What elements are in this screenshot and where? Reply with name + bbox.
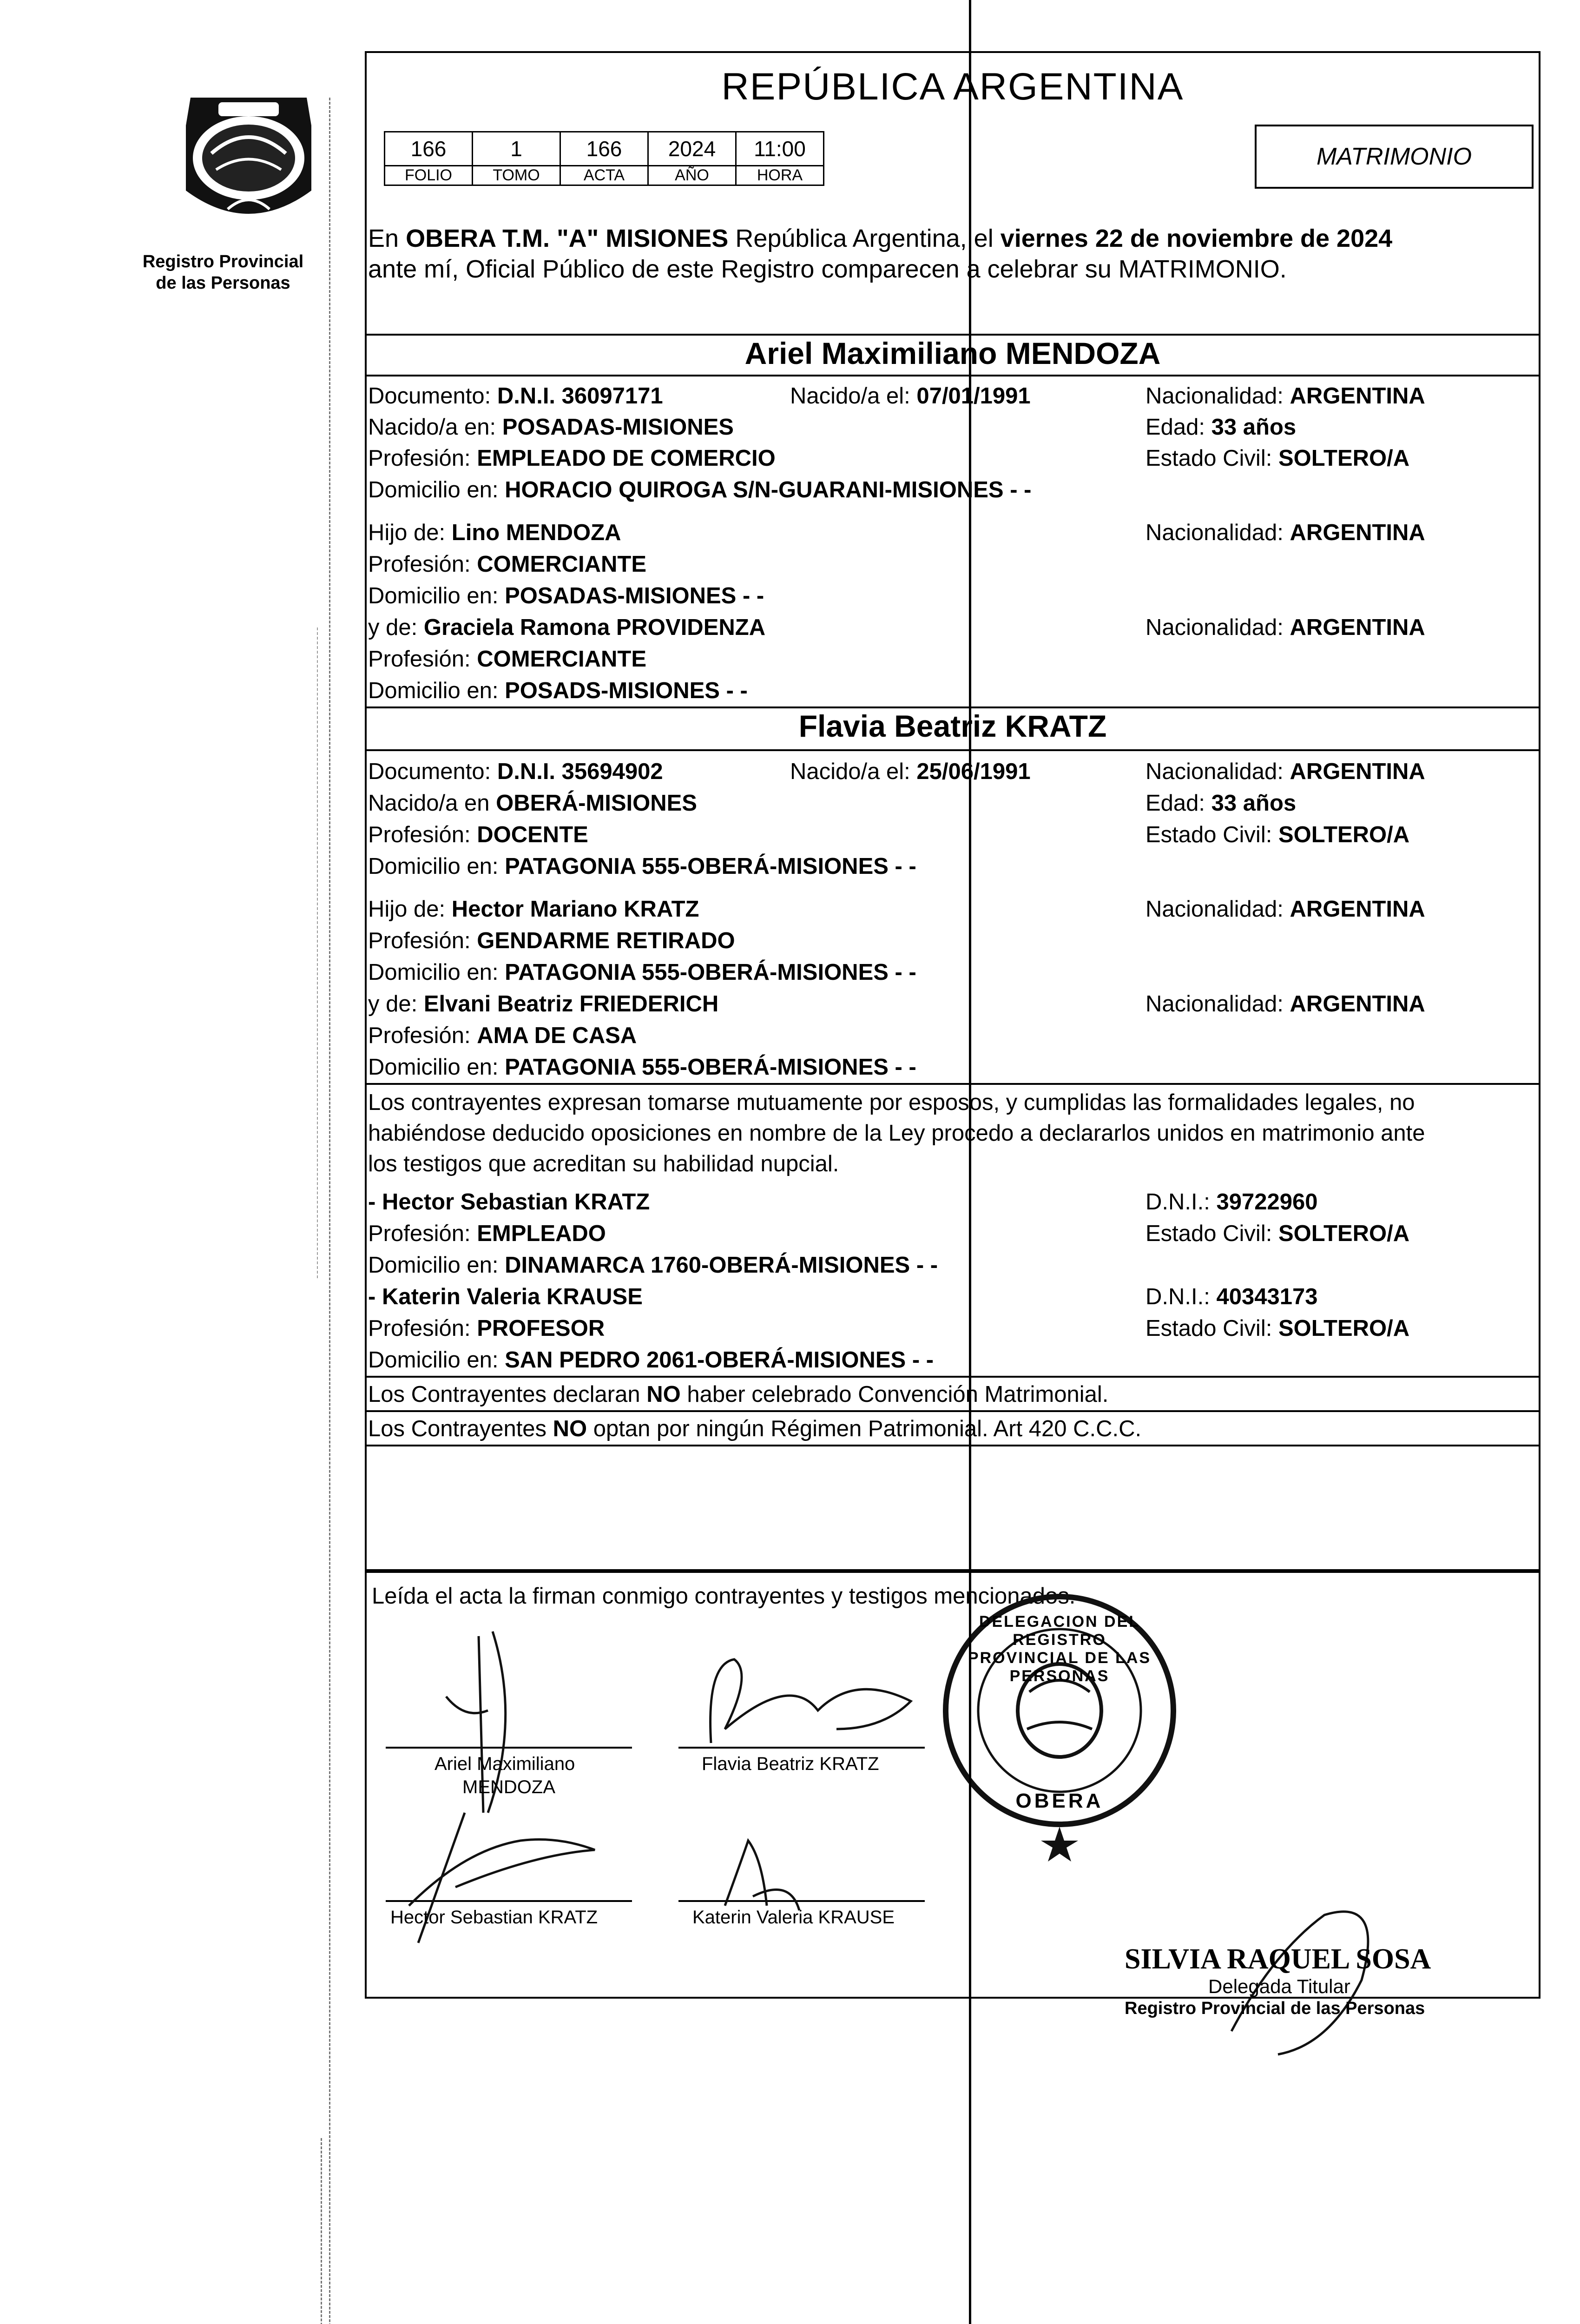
spouse1-mother-nationality: Nacionalidad: ARGENTINA bbox=[1146, 615, 1425, 640]
spouse2-birthdate: Nacido/a el: 25/06/1991 bbox=[790, 759, 1031, 784]
ano-value: 2024 bbox=[648, 132, 736, 166]
sig3-caption: Hector Sebastian KRATZ bbox=[390, 1907, 598, 1928]
spouse1-mother-address: Domicilio en: POSADS-MISIONES - - bbox=[368, 678, 748, 703]
officer-title: Delegada Titular bbox=[1208, 1975, 1350, 1997]
spouse2-name: Flavia Beatriz KRATZ bbox=[798, 709, 1107, 743]
spouse1-birthdate: Nacido/a el: 07/01/1991 bbox=[790, 383, 1031, 409]
spouse2-profession: Profesión: DOCENTE bbox=[368, 822, 588, 847]
spouse1-document: Documento: D.N.I. 36097171 bbox=[368, 383, 663, 409]
spouse2-mother-address: Domicilio en: PATAGONIA 555-OBERÁ-MISIONES - - bbox=[368, 1055, 916, 1080]
spouse1-address: Domicilio en: HORACIO QUIROGA S/N-GUARANI-MISIONES - - bbox=[368, 477, 1032, 502]
spouse2-birthplace: Nacido/a en OBERÁ-MISIONES bbox=[368, 791, 697, 816]
witness2-address: Domicilio en: SAN PEDRO 2061-OBERÁ-MISIONES - - bbox=[368, 1347, 934, 1373]
document-type-box: MATRIMONIO bbox=[1255, 125, 1534, 189]
spouse1-birthplace: Nacido/a en: POSADAS-MISIONES bbox=[368, 415, 734, 440]
declaration-line-2: habiéndose deducido oposiciones en nombre de la Ley procedo a declararlos unidos en matrimonio ante bbox=[368, 1121, 1425, 1146]
folio-value: 166 bbox=[385, 132, 473, 166]
witness1-civil-status: Estado Civil: SOLTERO/A bbox=[1146, 1221, 1410, 1246]
spouse1-father-profession: Profesión: COMERCIANTE bbox=[368, 552, 647, 577]
spouse1-age: Edad: 33 años bbox=[1146, 415, 1297, 440]
spouse2-father-profession: Profesión: GENDARME RETIRADO bbox=[368, 928, 735, 953]
spouse1-civil-status: Estado Civil: SOLTERO/A bbox=[1146, 446, 1410, 471]
officer-org: Registro Provincial de las Personas bbox=[1125, 1999, 1425, 2018]
hora-label: HORA bbox=[736, 166, 824, 185]
tomo-value: 1 bbox=[473, 132, 560, 166]
spouse1-father: Hijo de: Lino MENDOZA bbox=[368, 520, 621, 545]
witness2-profession: Profesión: PROFESOR bbox=[368, 1316, 605, 1341]
sig4-caption: Katerin Valeria KRAUSE bbox=[692, 1907, 895, 1928]
stamp-city: OBERA bbox=[1015, 1789, 1104, 1812]
witness1-dni: D.N.I.: 39722960 bbox=[1146, 1189, 1318, 1215]
spouse2-civil-status: Estado Civil: SOLTERO/A bbox=[1146, 822, 1410, 847]
spouse2-mother: y de: Elvani Beatriz FRIEDERICH bbox=[368, 991, 719, 1017]
ano-label: AÑO bbox=[648, 166, 736, 185]
spouse1-father-nationality: Nacionalidad: ARGENTINA bbox=[1146, 520, 1425, 545]
officer-name: SILVIA RAQUEL SOSA bbox=[1125, 1943, 1431, 1975]
spouse2-father-address: Domicilio en: PATAGONIA 555-OBERÁ-MISIONES - - bbox=[368, 960, 916, 985]
witness2-civil-status: Estado Civil: SOLTERO/A bbox=[1146, 1316, 1410, 1341]
country-title: REPÚBLICA ARGENTINA bbox=[721, 66, 1184, 108]
spouse1-name: Ariel Maximiliano MENDOZA bbox=[744, 336, 1161, 370]
note-regime: Los Contrayentes NO optan por ningún Régimen Patrimonial. Art 420 C.C.C. bbox=[368, 1416, 1142, 1441]
spouse1-father-address: Domicilio en: POSADAS-MISIONES - - bbox=[368, 583, 764, 608]
stamp-text: DELEGACION DEL REGISTRO PROVINCIAL DE LAS PERSONAS bbox=[968, 1613, 1152, 1685]
spouse1-mother: y de: Graciela Ramona PROVIDENZA bbox=[368, 615, 766, 640]
note-convention: Los Contrayentes declaran NO haber celebrado Convención Matrimonial. bbox=[368, 1382, 1109, 1407]
intro-line-1: En OBERA T.M. "A" MISIONES República Argentina, el viernes 22 de noviembre de 2024 bbox=[368, 224, 1393, 252]
spouse2-mother-profession: Profesión: AMA DE CASA bbox=[368, 1023, 637, 1048]
spouse2-age: Edad: 33 años bbox=[1146, 791, 1297, 816]
witness2-name: - Katerin Valeria KRAUSE bbox=[368, 1284, 643, 1309]
sig2-caption: Flavia Beatriz KRATZ bbox=[702, 1754, 879, 1774]
declaration-line-1: Los contrayentes expresan tomarse mutuamente por esposos, y cumplidas las formalidades legales, no bbox=[368, 1090, 1415, 1115]
sig1-caption: Ariel Maximiliano MENDOZA bbox=[434, 1754, 575, 1797]
witness1-name: - Hector Sebastian KRATZ bbox=[368, 1189, 650, 1215]
spouse2-nationality: Nacionalidad: ARGENTINA bbox=[1146, 759, 1425, 784]
folio-label: FOLIO bbox=[385, 166, 473, 185]
acta-label: ACTA bbox=[560, 166, 648, 185]
hora-value: 11:00 bbox=[736, 132, 824, 166]
closing-line: Leída el acta la firman conmigo contrayentes y testigos mencionados. bbox=[372, 1584, 1076, 1609]
witness2-dni: D.N.I.: 40343173 bbox=[1146, 1284, 1318, 1309]
witness1-profession: Profesión: EMPLEADO bbox=[368, 1221, 606, 1246]
intro-line-2: ante mí, Oficial Público de este Registro comparecen a celebrar su MATRIMONIO. bbox=[368, 255, 1287, 283]
registry-name: Registro Provincial de las Personas bbox=[142, 252, 304, 293]
scan-fold-line bbox=[969, 0, 971, 2324]
witness1-address: Domicilio en: DINAMARCA 1760-OBERÁ-MISIONES - - bbox=[368, 1253, 938, 1278]
spouse2-father-nationality: Nacionalidad: ARGENTINA bbox=[1146, 897, 1425, 922]
spouse1-profession: Profesión: EMPLEADO DE COMERCIO bbox=[368, 446, 776, 471]
spouse2-father: Hijo de: Hector Mariano KRATZ bbox=[368, 897, 699, 922]
spouse1-nationality: Nacionalidad: ARGENTINA bbox=[1146, 383, 1425, 409]
spouse2-address: Domicilio en: PATAGONIA 555-OBERÁ-MISIONES - - bbox=[368, 854, 916, 879]
acta-value: 166 bbox=[560, 132, 648, 166]
spouse2-mother-nationality: Nacionalidad: ARGENTINA bbox=[1146, 991, 1425, 1017]
spouse2-document: Documento: D.N.I. 35694902 bbox=[368, 759, 663, 784]
declaration-line-3: los testigos que acreditan su habilidad nupcial. bbox=[368, 1151, 839, 1176]
tomo-label: TOMO bbox=[473, 166, 560, 185]
spouse1-mother-profession: Profesión: COMERCIANTE bbox=[368, 647, 647, 672]
